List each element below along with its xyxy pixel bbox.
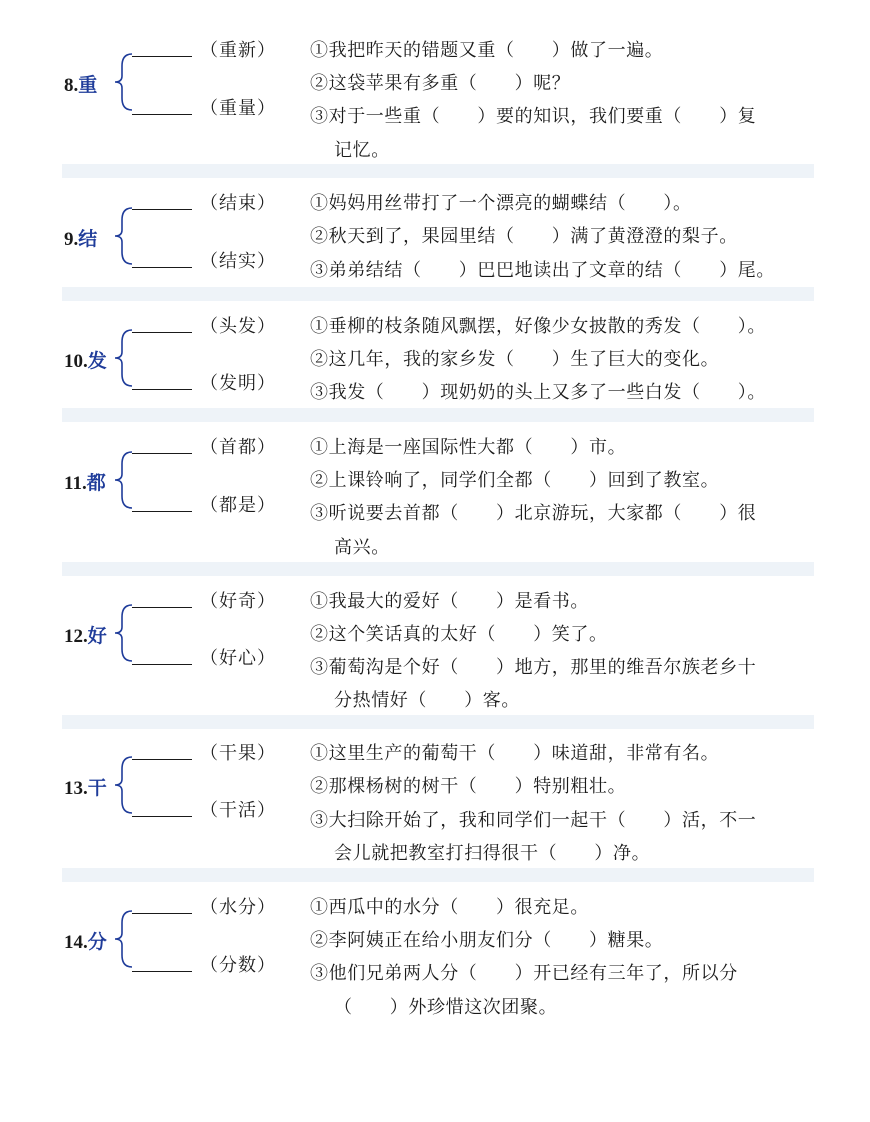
item-number [64,773,107,800]
sentence-line: ③听说要去首都（ ）北京游玩，大家都（ ）很 [310,503,757,524]
answer-blank[interactable] [132,816,192,817]
target-character: 干 [87,777,107,799]
item-number [64,927,107,954]
sentence-line: ②那棵杨树的树干（ ）特别粗壮。 [310,776,627,797]
sentence-line: ③弟弟结结（ ）巴巴地读出了文章的结（ ）尾。 [310,260,775,281]
brace-icon [112,328,134,388]
sentence-line: ①这里生产的葡萄干（ ）味道甜，非常有名。 [310,743,720,764]
sentence-line: ①我最大的爱好（ ）是看书。 [310,591,589,612]
answer-blank[interactable] [132,114,192,115]
section-divider [62,868,814,882]
section-divider [62,287,814,301]
sentence-line: ②上课铃响了，同学们全都（ ）回到了教室。 [310,470,720,491]
word-hint: （好奇） [200,591,276,612]
answer-blank[interactable] [132,971,192,972]
word-hint: （结束） [200,193,276,214]
target-character: 重 [78,74,98,96]
word-hint: （发明） [200,373,276,394]
sentence-line: ③对于一些重（ ）要的知识，我们要重（ ）复 [310,106,757,127]
brace-icon [112,909,134,969]
item-number [64,346,107,373]
sentence-line: ②这袋苹果有多重（ ）呢？ [310,73,571,94]
item-number-text: 8. [64,75,79,96]
sentence-line: ②秋天到了，果园里结（ ）满了黄澄澄的梨子。 [310,226,738,247]
sentence-line: 记忆。 [334,140,390,161]
sentence-line: ①妈妈用丝带打了一个漂亮的蝴蝶结（ ）。 [310,193,692,214]
sentence-line: ①我把昨天的错题又重（ ）做了一遍。 [310,40,664,61]
word-hint: （干果） [200,743,276,764]
section-divider [62,408,814,422]
answer-blank[interactable] [132,664,192,665]
target-character: 结 [78,228,98,250]
brace-icon [112,450,134,510]
item-number-text: 11. [64,473,87,494]
item-number-text: 12. [64,626,88,647]
answer-blank[interactable] [132,511,192,512]
brace-icon [112,52,134,112]
item-number-text: 14. [64,932,88,953]
sentence-line: ③他们兄弟两人分（ ）开已经有三年了，所以分 [310,963,738,984]
item-number-text: 13. [64,778,88,799]
sentence-line: ③大扫除开始了，我和同学们一起干（ ）活，不一 [310,810,757,831]
item-number [64,224,97,251]
answer-blank[interactable] [132,913,192,914]
answer-blank[interactable] [132,56,192,57]
word-hint: （都是） [200,495,276,516]
target-character: 好 [87,625,107,647]
brace-icon [112,603,134,663]
sentence-line: ①上海是一座国际性大都（ ）市。 [310,437,627,458]
item-number [64,468,106,495]
section-divider [62,164,814,178]
word-hint: （重新） [200,40,276,61]
item-number [64,621,107,648]
sentence-line: 高兴。 [334,537,390,558]
sentence-line: ②这个笑话真的太好（ ）笑了。 [310,624,608,645]
brace-icon [112,755,134,815]
word-hint: （分数） [200,955,276,976]
word-hint: （重量） [200,98,276,119]
sentence-line: ①西瓜中的水分（ ）很充足。 [310,897,589,918]
sentence-line: ③葡萄沟是个好（ ）地方，那里的维吾尔族老乡十 [310,657,757,678]
answer-blank[interactable] [132,607,192,608]
sentence-line: 会儿就把教室打扫得很干（ ）净。 [334,843,651,864]
answer-blank[interactable] [132,389,192,390]
section-divider [62,562,814,576]
brace-icon [112,206,134,266]
answer-blank[interactable] [132,332,192,333]
word-hint: （首都） [200,437,276,458]
item-number-text: 9. [64,229,79,250]
section-divider [62,715,814,729]
word-hint: （水分） [200,897,276,918]
sentence-line: ②李阿姨正在给小朋友们分（ ）糖果。 [310,930,664,951]
word-hint: （结实） [200,251,276,272]
item-number-text: 10. [64,351,88,372]
target-character: 都 [86,472,106,494]
word-hint: （好心） [200,648,276,669]
answer-blank[interactable] [132,209,192,210]
target-character: 发 [87,350,107,372]
word-hint: （头发） [200,316,276,337]
item-number [64,70,97,97]
sentence-line: ①垂柳的枝条随风飘摆，好像少女披散的秀发（ ）。 [310,316,766,337]
sentence-line: 分热情好（ ）客。 [334,690,520,711]
sentence-line: （ ）外珍惜这次团聚。 [334,997,558,1018]
sentence-line: ②这几年，我的家乡发（ ）生了巨大的变化。 [310,349,720,370]
sentence-line: ③我发（ ）现奶奶的头上又多了一些白发（ ）。 [310,382,766,403]
answer-blank[interactable] [132,453,192,454]
target-character: 分 [87,931,107,953]
word-hint: （干活） [200,800,276,821]
answer-blank[interactable] [132,759,192,760]
answer-blank[interactable] [132,267,192,268]
